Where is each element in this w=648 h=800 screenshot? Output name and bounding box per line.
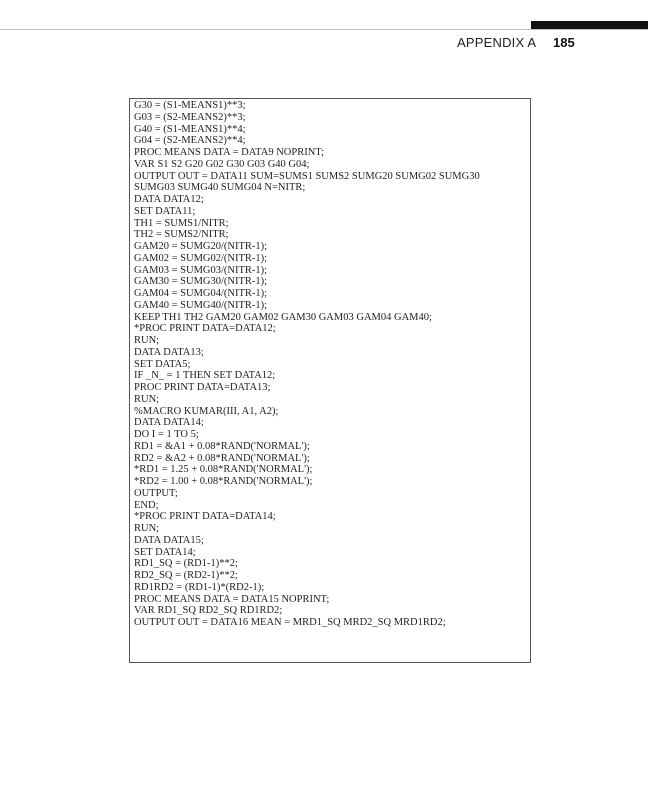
code-line: END;: [134, 499, 159, 511]
code-line: TH1 = SUMS1/NITR;: [134, 217, 229, 229]
running-head: APPENDIX A: [457, 35, 537, 50]
code-line: VAR RD1_SQ RD2_SQ RD1RD2;: [134, 605, 283, 617]
code-line: *PROC PRINT DATA=DATA14;: [134, 511, 276, 523]
code-line: RD1_SQ = (RD1-1)**2;: [134, 558, 238, 570]
code-line: SET DATA14;: [134, 546, 196, 558]
code-line: G03 = (S2-MEANS2)**3;: [134, 111, 246, 123]
code-line: VAR S1 S2 G20 G02 G30 G03 G40 G04;: [134, 158, 310, 170]
code-line: PROC PRINT DATA=DATA13;: [134, 382, 271, 393]
code-line: GAM30 = SUMG30/(NITR-1);: [134, 276, 268, 288]
code-line: KEEP TH1 TH2 GAM20 GAM02 GAM30 GAM03 GAM04 GAM40;: [134, 311, 432, 323]
code-line: GAM20 = SUMG20/(NITR-1);: [134, 241, 268, 252]
code-line: DATA DATA13;: [134, 346, 204, 358]
code-line: GAM03 = SUMG03/(NITR-1);: [134, 264, 268, 276]
code-line: RD2_SQ = (RD2-1)**2;: [134, 570, 238, 581]
code-line: PROC MEANS DATA = DATA15 NOPRINT;: [134, 593, 330, 605]
code-line: DATA DATA12;: [134, 194, 204, 205]
code-line: %MACRO KUMAR(III, A1, A2);: [134, 405, 279, 417]
code-line: G04 = (S2-MEANS2)**4;: [134, 135, 246, 147]
code-line: RD1 = &A1 + 0.08*RAND('NORMAL');: [134, 440, 310, 452]
code-line: DO I = 1 TO 5;: [134, 429, 199, 440]
code-line: G30 = (S1-MEANS1)**3;: [134, 100, 246, 111]
code-line: TH2 = SUMS2/NITR;: [134, 229, 229, 241]
code-line: SUMG03 SUMG40 SUMG04 N=NITR;: [134, 182, 306, 194]
header-rule: [0, 29, 648, 30]
code-line: RUN;: [134, 335, 160, 346]
code-line: *RD1 = 1.25 + 0.08*RAND('NORMAL');: [134, 464, 313, 476]
code-line: IF _N_ = 1 THEN SET DATA12;: [134, 370, 276, 382]
code-line: OUTPUT OUT = DATA11 SUM=SUMS1 SUMS2 SUMG20 SUMG02 SUMG30: [134, 170, 480, 182]
code-line: DATA DATA15;: [134, 534, 204, 546]
code-line: PROC MEANS DATA = DATA9 NOPRINT;: [134, 147, 325, 158]
code-line: OUTPUT OUT = DATA16 MEAN = MRD1_SQ MRD2_SQ MRD1RD2;: [134, 617, 446, 628]
code-line: RD2 = &A2 + 0.08*RAND('NORMAL');: [134, 452, 310, 464]
code-line: GAM04 = SUMG04/(NITR-1);: [134, 288, 268, 299]
code-line: SET DATA11;: [134, 205, 196, 217]
code-listing-box: [129, 98, 531, 663]
code-line: RD1RD2 = (RD1-1)*(RD2-1);: [134, 581, 265, 593]
code-line: GAM02 = SUMG02/(NITR-1);: [134, 252, 268, 264]
page-number: 185: [553, 35, 575, 50]
code-line: GAM40 = SUMG40/(NITR-1);: [134, 299, 268, 311]
code-line: G40 = (S1-MEANS1)**4;: [134, 123, 246, 135]
code-line: DATA DATA14;: [134, 417, 204, 429]
code-line: RUN;: [134, 523, 160, 534]
code-line: *RD2 = 1.00 + 0.08*RAND('NORMAL');: [134, 476, 313, 487]
code-line: OUTPUT;: [134, 487, 178, 499]
code-line: *PROC PRINT DATA=DATA12;: [134, 323, 276, 335]
code-line: SET DATA5;: [134, 358, 191, 370]
code-line: RUN;: [134, 393, 160, 405]
